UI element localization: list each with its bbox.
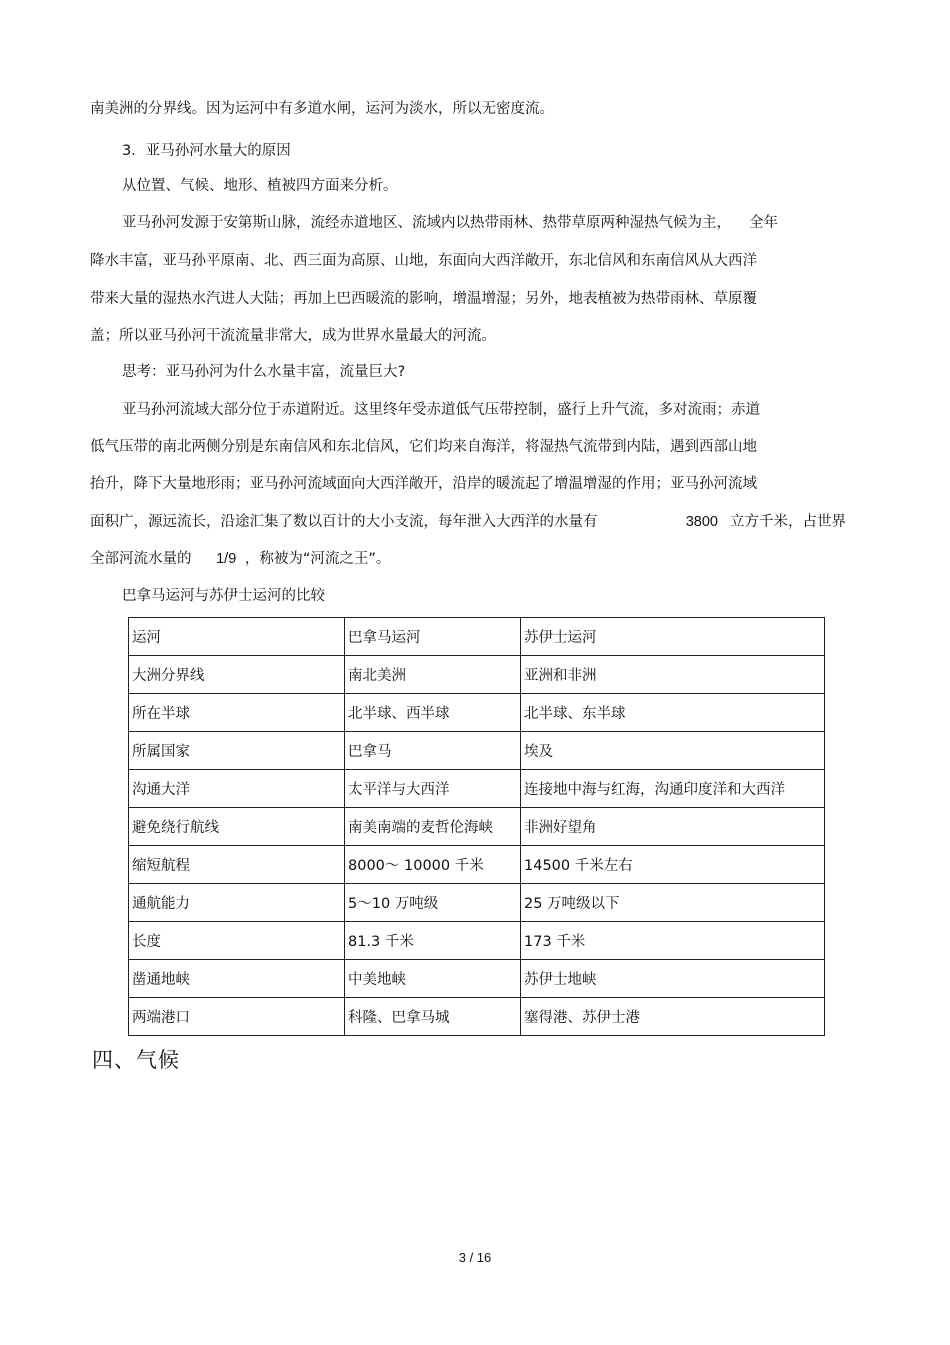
table-cell: 14500 千米左右 xyxy=(521,846,825,884)
table-cell: 25 万吨级以下 xyxy=(521,884,825,922)
paragraph-line xyxy=(122,213,778,233)
table-cell: 两端港口 xyxy=(129,998,345,1036)
paragraph-line: 亚马孙河流域大部分位于赤道附近。这里终年受赤道低气压带控制，盛行上升气流，多对流雨；赤道 xyxy=(122,402,760,418)
text-run: 3800 xyxy=(685,514,718,530)
table-cell: 南北美洲 xyxy=(345,656,521,694)
paragraph-line: 低气压带的南北两侧分别是东南信风和东北信风，它们均来自海洋，将湿热气流带到内陆，遇到西部山地 xyxy=(90,439,757,455)
paragraph-line: 抬升，降下大量地形雨；亚马孙河流域面向大西洋敞开，沿岸的暖流起了增温增湿的作用；亚马孙河流域 xyxy=(90,476,757,492)
paragraph-line: 从位置、气候、地形、植被四方面来分析。 xyxy=(122,178,398,194)
table-cell: 北半球、东半球 xyxy=(521,694,825,732)
paragraph-line: 带来大量的湿热水汽进人大陆；再加上巴西暖流的影响，增温增湿；另外，地表植被为热带雨林、草原覆 xyxy=(90,291,757,307)
table-row xyxy=(129,960,825,998)
text-run: 1/9 xyxy=(216,551,237,567)
table-cell: 塞得港、苏伊士港 xyxy=(521,998,825,1036)
text-run: 立方千米，占世界 xyxy=(730,514,846,530)
table-cell: 长度 xyxy=(129,922,345,960)
table-cell: 避免绕行航线 xyxy=(129,808,345,846)
table-cell: 苏伊士地峡 xyxy=(521,960,825,998)
table-cell: 亚洲和非洲 xyxy=(521,656,825,694)
table-row xyxy=(129,922,825,960)
paragraph-line xyxy=(90,549,390,569)
table-row xyxy=(129,846,825,884)
page-number: 3 / 16 xyxy=(458,1250,492,1265)
table-cell: 沟通大洋 xyxy=(129,770,345,808)
paragraph-line: 盖；所以亚马孙河干流流量非常大，成为世界水量最大的河流。 xyxy=(90,328,496,344)
paragraph-line: 南美洲的分界线。因为运河中有多道水闸，运河为淡水，所以无密度流。 xyxy=(90,101,554,117)
table-cell: 巴拿马 xyxy=(345,732,521,770)
table-cell: 5～10 万吨级 xyxy=(345,884,521,922)
table-cell: 8000～ 10000 千米 xyxy=(345,846,521,884)
table-cell: 通航能力 xyxy=(129,884,345,922)
think-question: 思考：亚马孙河为什么水量丰富，流量巨大? xyxy=(122,364,406,380)
table-cell: 太平洋与大西洋 xyxy=(345,770,521,808)
table-cell: 科隆、巴拿马城 xyxy=(345,998,521,1036)
table-cell: 缩短航程 xyxy=(129,846,345,884)
table-cell: 81.3 千米 xyxy=(345,922,521,960)
table-cell: 南美南端的麦哲伦海峡 xyxy=(345,808,521,846)
table-row xyxy=(129,618,825,656)
table-cell: 运河 xyxy=(129,618,345,656)
section-title: 四、气候 xyxy=(92,1048,180,1072)
table-row xyxy=(129,808,825,846)
paragraph-line xyxy=(90,512,846,532)
text-run: 全年 xyxy=(749,215,778,231)
table-row xyxy=(129,694,825,732)
table-body xyxy=(129,618,825,1036)
table-cell: 所在半球 xyxy=(129,694,345,732)
table-cell: 连接地中海与红海，沟通印度洋和大西洋 xyxy=(521,770,825,808)
table-cell: 大洲分界线 xyxy=(129,656,345,694)
text-run: 亚马孙河发源于安第斯山脉，流经赤道地区、流域内以热带雨林、热带草原两种湿热气候为主， xyxy=(122,215,731,231)
text-run: ，称被为“河流之王”。 xyxy=(244,551,391,567)
table-cell: 中美地峡 xyxy=(345,960,521,998)
table-cell: 埃及 xyxy=(521,732,825,770)
table-caption: 巴拿马运河与苏伊士运河的比较 xyxy=(122,588,325,604)
comparison-table xyxy=(128,617,825,1036)
subheading: 3．亚马孙河水量大的原因 xyxy=(122,143,291,159)
paragraph-line: 降水丰富，亚马孙平原南、北、西三面为高原、山地，东面向大西洋敞开，东北信风和东南信风从大西洋 xyxy=(90,253,757,269)
table-row xyxy=(129,656,825,694)
table-cell: 所属国家 xyxy=(129,732,345,770)
table-row xyxy=(129,732,825,770)
table-row xyxy=(129,884,825,922)
table-row xyxy=(129,770,825,808)
table-cell: 苏伊士运河 xyxy=(521,618,825,656)
table-cell: 凿通地峡 xyxy=(129,960,345,998)
table-cell: 173 千米 xyxy=(521,922,825,960)
text-run: 全部河流水量的 xyxy=(90,551,192,567)
table-cell: 巴拿马运河 xyxy=(345,618,521,656)
table-cell: 非洲好望角 xyxy=(521,808,825,846)
table-cell: 北半球、西半球 xyxy=(345,694,521,732)
text-run: 面积广，源远流长，沿途汇集了数以百计的大小支流，每年泄入大西洋的水量有 xyxy=(90,514,598,530)
table-row xyxy=(129,998,825,1036)
